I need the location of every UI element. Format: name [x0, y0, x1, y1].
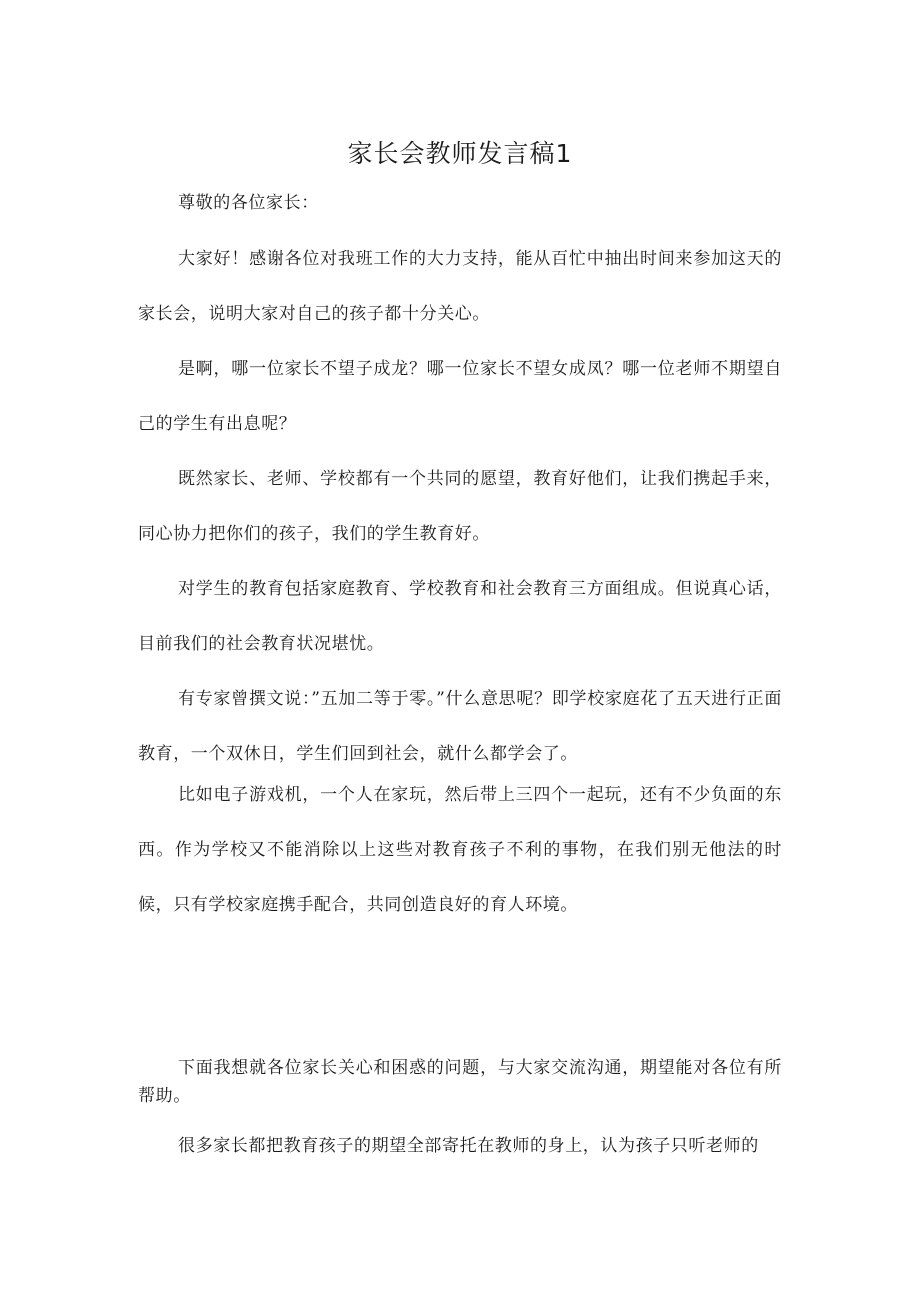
paragraph-2: 是啊，哪一位家长不望子成龙？哪一位家长不望女成凤？哪一位老师不期望自己的学生有出息呢？ [138, 359, 782, 434]
paragraph-6: 比如电子游戏机，一个人在家玩，然后带上三四个一起玩，还有不少负面的东西。作为学校又不能消除以上这些对教育孩子不利的事物，在我们别无他法的时候，只有学校家庭携手配合，共同创造良好的育人环境。 [138, 785, 782, 915]
paragraph-7: 下面我想就各位家长关心和困惑的问题，与大家交流沟通，期望能对各位有所帮助。 [138, 1058, 782, 1106]
paragraph-4: 对学生的教育包括家庭教育、学校教育和社会教育三方面组成。但说真心话，目前我们的社会教育状况堪忧。 [138, 579, 782, 654]
paragraph-greeting: 尊敬的各位家长： [178, 193, 319, 213]
paragraph-8: 很多家长都把教育孩子的期望全部寄托在教师的身上，认为孩子只听老师的 [178, 1136, 759, 1156]
paragraph-5: 有专家曾撰文说：”五加二等于零。”什么意思呢？即学校家庭花了五天进行正面教育，一个双休日，学生们回到社会，就什么都学会了。 [138, 689, 782, 764]
document-title: 家长会教师发言稿1 [347, 139, 573, 168]
paragraph-3: 既然家长、老师、学校都有一个共同的愿望，教育好他们，让我们携起手来，同心协力把你们的孩子，我们的学生教育好。 [138, 469, 782, 544]
paragraph-1: 大家好！感谢各位对我班工作的大力支持，能从百忙中抽出时间来参加这天的家长会，说明大家对自己的孩子都十分关心。 [138, 249, 782, 324]
